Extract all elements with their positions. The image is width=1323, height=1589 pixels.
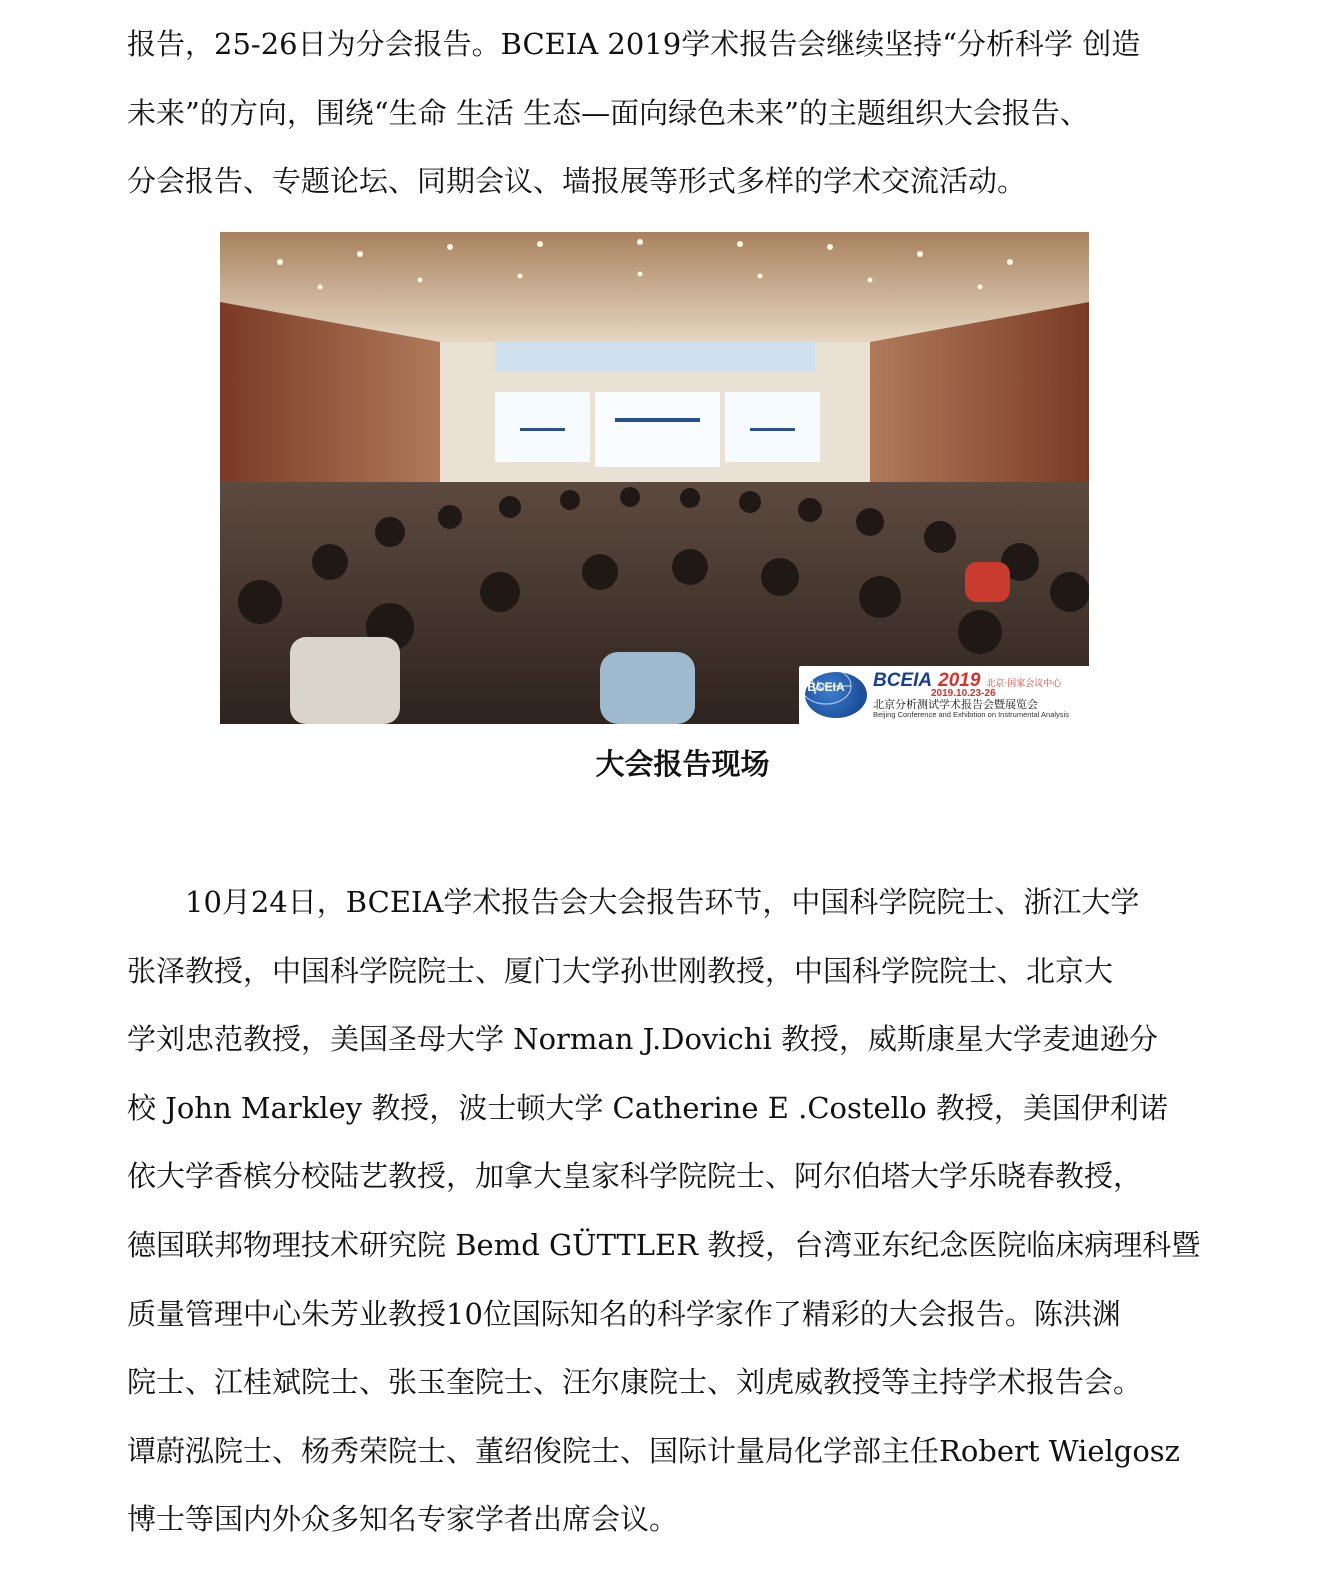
text-line: 10月24日，BCEIA学术报告会大会报告环节，中国科学院院士、浙江大学 [127, 885, 1140, 919]
banner-venue: 北京·国家会议中心 [986, 678, 1062, 689]
svg-text:BCEIA: BCEIA [807, 680, 845, 694]
photo-caption: 大会报告现场 [595, 747, 770, 781]
text-line: 分会报告、专题论坛、同期会议、墙报展等形式多样的学术交流活动。 [127, 164, 1027, 199]
text-line: 博士等国内外众多知名专家学者出席会议。 [127, 1502, 679, 1537]
text-line: 院士、江桂斌院士、张玉奎院士、汪尔康院士、刘虎威教授等主持学术报告会。 [127, 1365, 1143, 1400]
plenary-paragraph [127, 868, 1201, 1554]
text-line: 张泽教授，中国科学院院士、厦门大学孙世刚教授，中国科学院院士、北京大 [127, 953, 1114, 988]
globe-icon [799, 666, 853, 706]
text-line: 报告，25-26日为分会报告。BCEIA 2019学术报告会继续坚持“分析科学 创造 [127, 27, 1141, 61]
text-line: 依大学香槟分校陆艺教授，加拿大皇家科学院院士、阿尔伯塔大学乐晓春教授， [127, 1159, 1143, 1194]
banner-year: 2019 [938, 669, 981, 691]
banner-date: 2019.10.23-26 [931, 687, 996, 699]
text-line: 谭蔚泓院士、杨秀荣院士、董绍俊院士、国际计量局化学部主任Robert Wielgosz [127, 1433, 1180, 1468]
banner-title-cn: 北京分析测试学术报告会暨展览会 [873, 697, 1038, 711]
event-banner [799, 666, 1089, 724]
banner-text [873, 671, 1069, 719]
text-line: 学刘忠范教授，美国圣母大学 Norman J.Dovichi 教授，威斯康星大学麦迪逊分 [127, 1022, 1158, 1057]
banner-name: BCEIA [873, 669, 933, 691]
conference-hall-photo [220, 232, 1089, 724]
text-line: 校 John Markley 教授，波士顿大学 Catherine E .Costello 教授，美国伊利诺 [127, 1090, 1168, 1125]
text-line: 德国联邦物理技术研究院 Bemd GÜTTLER 教授，台湾亚东纪念医院临床病理科暨 [127, 1227, 1201, 1262]
text-line: 质量管理中心朱芳业教授10位国际知名的科学家作了精彩的大会报告。陈洪渊 [127, 1296, 1121, 1331]
banner-title-en: Beijing Conference and Exhibition on Instrumental Analysis [873, 709, 1069, 719]
intro-paragraph [127, 10, 1187, 216]
text-line: 未来”的方向，围绕“生命 生活 生态—面向绿色未来”的主题组织大会报告、 [127, 95, 1089, 130]
conference-hall-illustration [220, 232, 1089, 724]
bceia-globe-logo [805, 672, 867, 718]
